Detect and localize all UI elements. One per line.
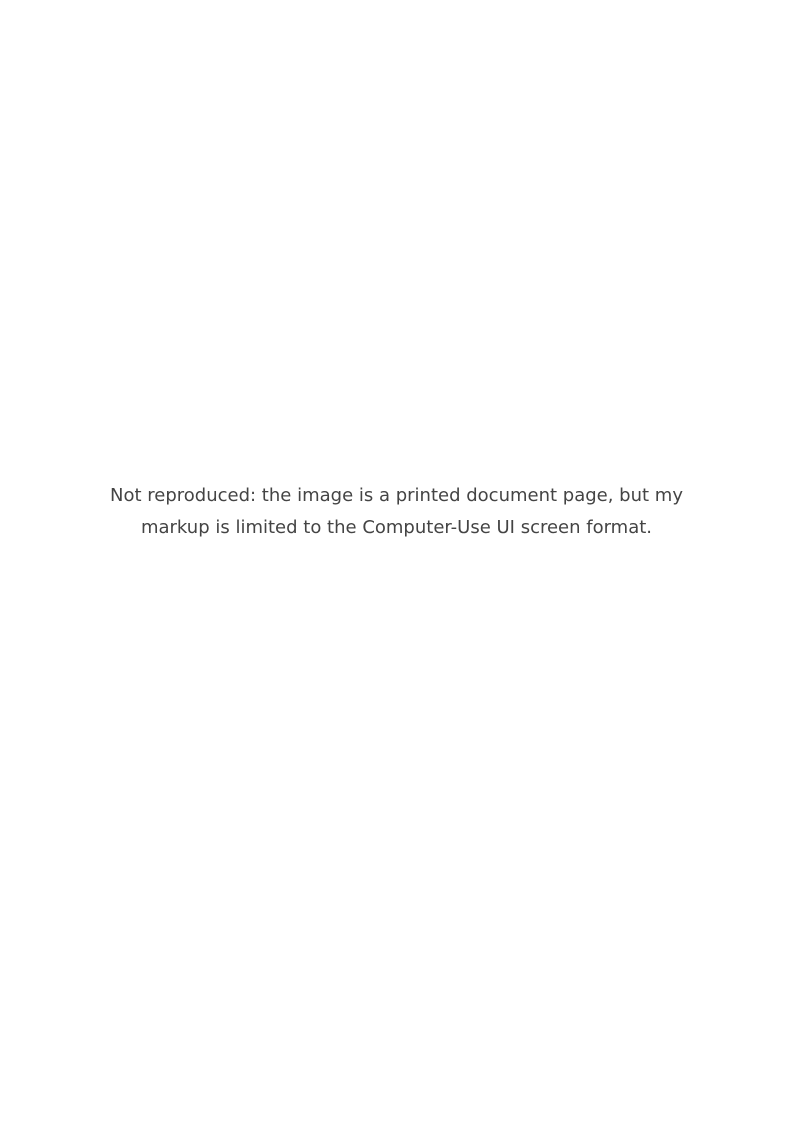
decline-notice: Not reproduced: the image is a printed document page, but my markup is limited to the Computer-Use UI screen format. xyxy=(110,485,683,538)
